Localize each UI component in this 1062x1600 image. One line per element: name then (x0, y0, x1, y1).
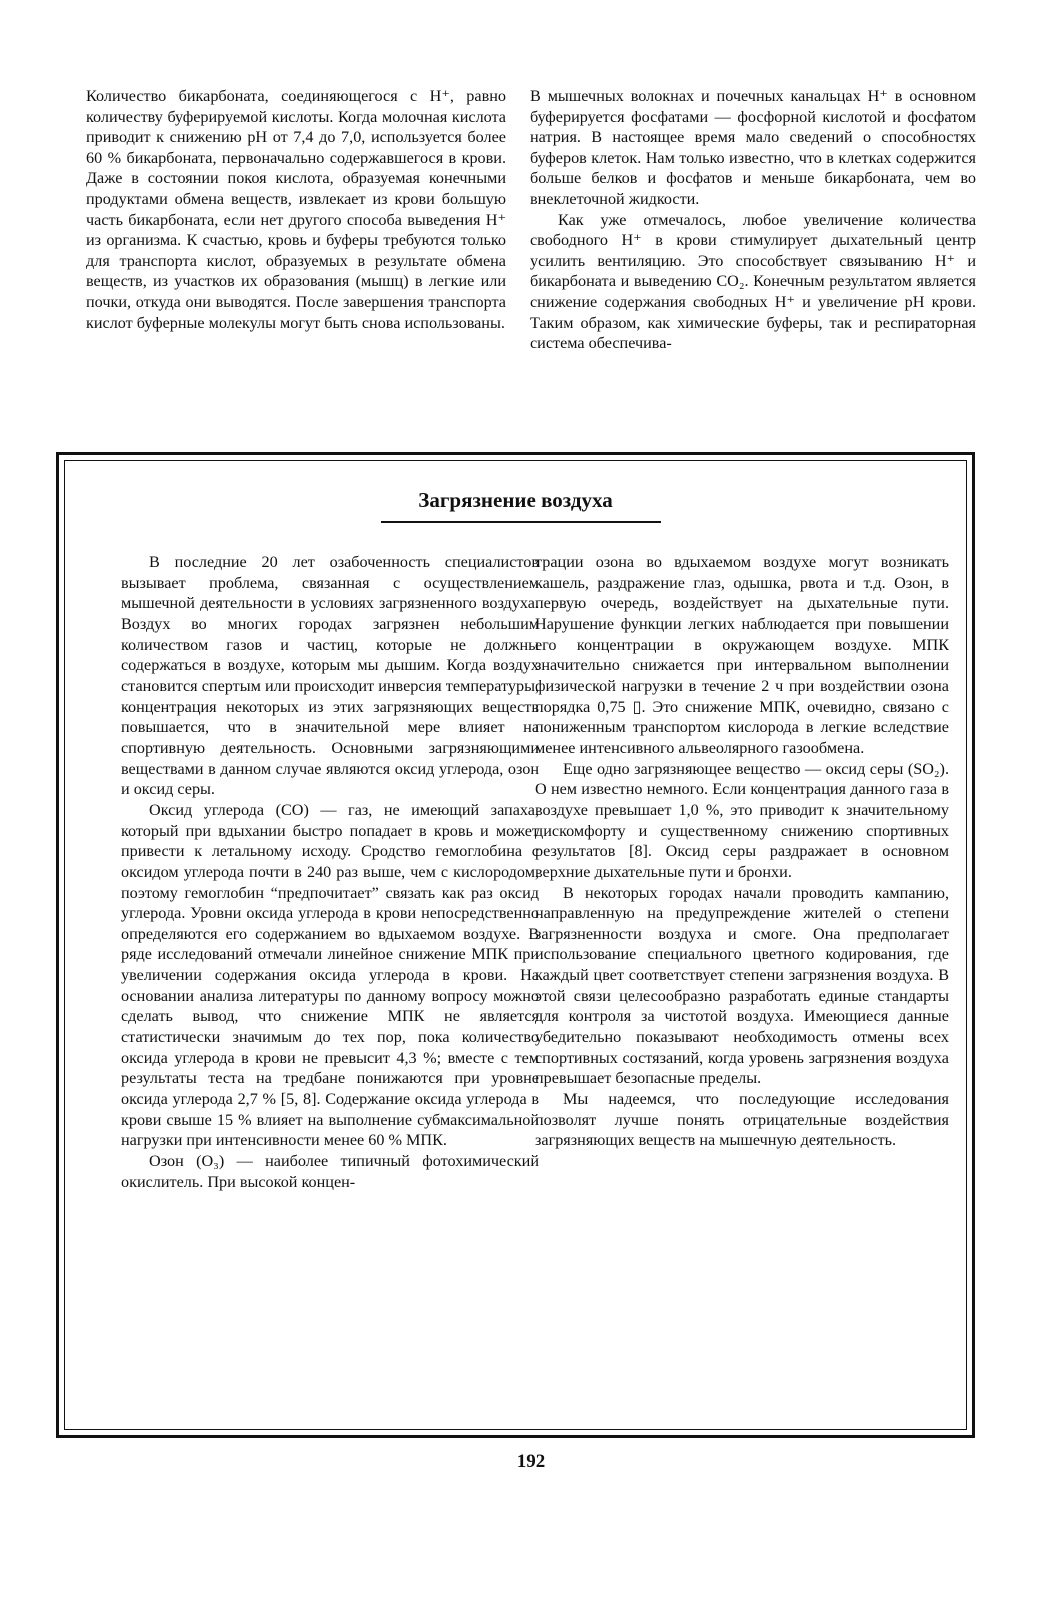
box-left-paragraph-3: Озон (O₃) — наиболее типичный фотохимический окислитель. При высокой концен- (121, 1152, 539, 1191)
top-right-paragraph-1: В мышечных волокнах и почечных канальцах H⁺ в основном буферируется фосфатами — фосфорной кислотой и фосфатом натрия. В настоящее время мало сведений о способностях буферов клеток. Нам только известно, что в клетках содержится больше белков и фосфатов и меньше бикарбоната, чем во внеклеточной жидкости. (530, 87, 976, 208)
box-right-column (535, 552, 949, 1151)
sidebar-box (56, 452, 975, 1438)
box-right-paragraph-3: В некоторых городах начали проводить кампанию, направленную на предупреждение жителей о степени загрязненности воздуха и смоге. Она предполагает использование специального цветного кодирования, где каждый цвет соответствует степени загрязнения воздуха. В этой связи целесообразно разработать единые стандарты для контроля за чистотой воздуха. Имеющиеся данные убедительно показывают необходимость отмены всех спортивных состязаний, когда уровень загрязнения воздуха превышает безопасные пределы. (535, 883, 949, 1088)
top-left-paragraph-1: Количество бикарбоната, соединяющегося с H⁺, равно количеству буферируемой кислоты. Когда молочная кислота приводит к снижению pH от 7,4 до 7,0, используется более 60 % бикарбоната, первоначально содержавшегося в крови. Даже в состоянии покоя кислота, образуемая конечными продуктами обмена веществ, извлекает из крови большую часть бикарбоната, если нет другого способа выведения H⁺ из организма. К счастью, кровь и буферы требуются только для транспорта кислот, образуемых в результате обмена веществ, из участков их образования (мышц) в легкие или почки, откуда они выводятся. После завершения транспорта кислот буферные молекулы могут быть снова использованы. (86, 87, 506, 332)
box-left-column (121, 552, 539, 1192)
top-left-column (86, 86, 506, 333)
title-underline (381, 521, 661, 523)
top-right-paragraph-2: Как уже отмечалось, любое увеличение количества свободного H⁺ в крови стимулирует дыхательный центр усилить вентиляцию. Это способствует связыванию H⁺ и бикарбоната и выведению CO₂. Конечным результатом является снижение содержания свободных H⁺ и увеличение pH крови. Таким образом, как химические буферы, так и респираторная система обеспечива- (530, 210, 976, 353)
top-right-column (530, 86, 976, 354)
box-title: Загрязнение воздуха (418, 488, 613, 512)
page-number: 192 (516, 1451, 546, 1472)
sidebar-box-inner-frame (64, 460, 967, 1430)
box-left-paragraph-1: В последние 20 лет озабоченность специалистов вызывает проблема, связанная с осуществлением мышечной деятельности в условиях загрязненного воздуха. Воздух во многих городах загрязнен небольшим количеством газов и частиц, которые не должны содержаться в воздухе, которым мы дышим. Когда воздух становится спертым или происходит инверсия температуры, концентрация некоторых из этих загрязняющих веществ повышается, что в значительной мере влияет на спортивную деятельность. Основными загрязняющими веществами в данном случае являются оксид углерода, озон и оксид серы. (121, 553, 539, 799)
box-right-paragraph-4: Мы надеемся, что последующие исследования позволят лучше понять отрицательные воздействия загрязняющих веществ на мышечную деятельность. (535, 1090, 949, 1150)
box-right-paragraph-2: Еще одно загрязняющее вещество — оксид серы (SO₂). О нем известно немного. Если концентрация данного газа в воздухе превышает 1,0 %, это приводит к значительному дискомфорту и существенному снижению спортивных результатов [8]. Оксид серы раздражает в основном верхние дыхательные пути и бронхи. (535, 759, 949, 881)
box-left-paragraph-2: Оксид углерода (CO) — газ, не имеющий запаха, который при вдыхании быстро попадает в кровь и может привести к летальному исходу. Сродство гемоглобина с оксидом углерода почти в 240 раз выше, чем с кислородом, поэтому гемоглобин “предпочитает” связать как раз оксид углерода. Уровни оксида углерода в крови непосредственно определяются его содержанием во вдыхаемом воздухе. В ряде исследований отмечали линейное снижение МПК при увеличении содержания оксида углерода в крови. На основании анализа литературы по данному вопросу можно сделать вывод, что снижение МПК не является статистически значимым до тех пор, пока количество оксида углерода в крови не превысит 4,3 %; вместе с тем результаты теста на тредбане понижаются при уровне оксида углерода 2,7 % [5, 8]. Содержание оксида углерода в крови свыше 15 % влияет на выполнение субмаксимальной нагрузки при интенсивности менее 60 % МПК. (121, 800, 539, 1150)
box-right-paragraph-1: трации озона во вдыхаемом воздухе могут возникать кашель, раздражение глаз, одышка, рвота и т.д. Озон, в первую очередь, воздействует на дыхательные пути. Нарушение функции легких наблюдается при повышении его концентрации в окружающем воздухе. МПК значительно снижается при интервальном выполнении физической нагрузки в течение 2 ч при воздействии озона порядка 0,75 ▯. Это снижение МПК, очевидно, связано с пониженным транспортом кислорода в легкие вследствие менее интенсивного альвеолярного газообмена. (535, 553, 949, 757)
